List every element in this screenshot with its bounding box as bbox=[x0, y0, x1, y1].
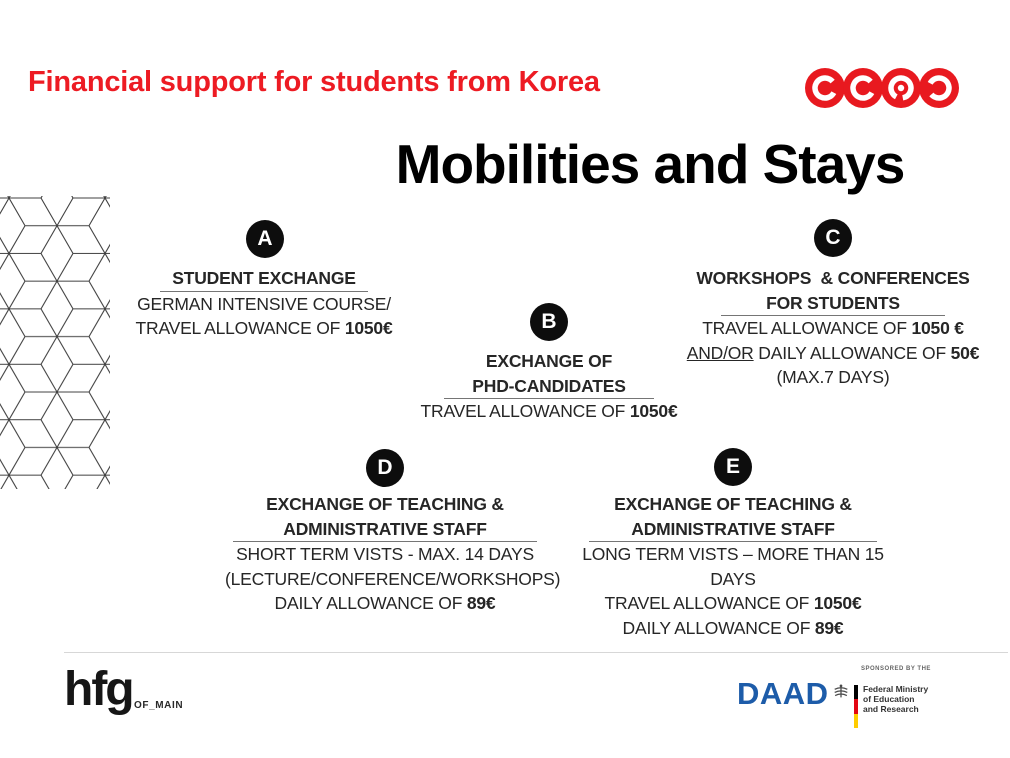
badge-c: C bbox=[814, 219, 852, 257]
four-circles-logo bbox=[803, 64, 959, 112]
ministry-line-2: of Education bbox=[863, 693, 915, 704]
hfg-logo-suffix: OF_MAIN bbox=[134, 700, 184, 711]
section-d bbox=[225, 492, 561, 616]
federal-eagle-icon bbox=[832, 683, 850, 701]
flag-black bbox=[854, 685, 858, 699]
section-a bbox=[134, 266, 394, 341]
section-e bbox=[563, 492, 903, 641]
ministry-label bbox=[863, 685, 928, 714]
section-d-line-1: SHORT TERM VISTS - MAX. 14 DAYS bbox=[236, 544, 534, 565]
section-b bbox=[414, 349, 684, 424]
flag-gold bbox=[854, 714, 858, 728]
daad-logo: DAAD bbox=[737, 676, 829, 711]
cube-pattern-decoration bbox=[0, 196, 110, 489]
section-c bbox=[683, 266, 983, 390]
slide-title: Mobilities and Stays bbox=[395, 133, 905, 195]
section-b-heading: PHD-CANDIDATES bbox=[444, 374, 653, 400]
badge-d: D bbox=[366, 449, 404, 487]
section-e-line-1: LONG TERM VISTS – MORE THAN 15 DAYS bbox=[582, 544, 889, 589]
sponsored-by-label: SPONSORED BY THE bbox=[861, 666, 931, 672]
section-a-heading: STUDENT EXCHANGE bbox=[160, 266, 367, 292]
section-c-line-1: TRAVEL ALLOWANCE OF 1050 € bbox=[702, 318, 964, 339]
section-b-line-1: TRAVEL ALLOWANCE OF 1050€ bbox=[420, 401, 678, 422]
ministry-line-3: and Research bbox=[863, 703, 919, 714]
section-b-heading-top: EXCHANGE OF bbox=[485, 351, 613, 371]
badge-b: B bbox=[530, 303, 568, 341]
footer-divider bbox=[64, 652, 1008, 653]
badge-a: A bbox=[246, 220, 284, 258]
section-d-line-3: DAILY ALLOWANCE OF 89€ bbox=[274, 593, 496, 614]
section-d-heading-top: EXCHANGE OF TEACHING & bbox=[266, 494, 504, 514]
logo-circle-3 bbox=[881, 68, 921, 108]
section-c-heading-top: WORKSHOPS & CONFERENCES bbox=[696, 268, 970, 288]
logo-circle-2 bbox=[843, 68, 883, 108]
section-a-line-1: GERMAN INTENSIVE COURSE/ bbox=[137, 293, 391, 314]
flag-red bbox=[854, 699, 858, 713]
section-e-heading: ADMINISTRATIVE STAFF bbox=[589, 517, 876, 543]
page-title: Financial support for students from Korea bbox=[28, 66, 600, 98]
logo-circle-1 bbox=[805, 68, 845, 108]
section-c-line-3: (MAX.7 DAYS) bbox=[776, 367, 890, 388]
section-c-heading: FOR STUDENTS bbox=[721, 291, 945, 317]
section-d-heading: ADMINISTRATIVE STAFF bbox=[233, 517, 536, 543]
badge-e: E bbox=[714, 448, 752, 486]
section-c-line-2: AND/OR DAILY ALLOWANCE OF 50€ bbox=[686, 342, 980, 363]
german-flag-stripe bbox=[854, 685, 858, 728]
section-e-line-3: DAILY ALLOWANCE OF 89€ bbox=[622, 617, 844, 638]
section-e-line-2: TRAVEL ALLOWANCE OF 1050€ bbox=[604, 593, 862, 614]
hfg-logo: hfg bbox=[64, 663, 133, 716]
section-e-heading-top: EXCHANGE OF TEACHING & bbox=[614, 494, 852, 514]
logo-circle-4 bbox=[919, 68, 959, 108]
section-a-line-2: TRAVEL ALLOWANCE OF 1050€ bbox=[135, 318, 393, 339]
section-d-line-2: (LECTURE/CONFERENCE/WORKSHOPS) bbox=[225, 568, 561, 589]
ministry-line-1: Federal Ministry bbox=[863, 684, 929, 694]
